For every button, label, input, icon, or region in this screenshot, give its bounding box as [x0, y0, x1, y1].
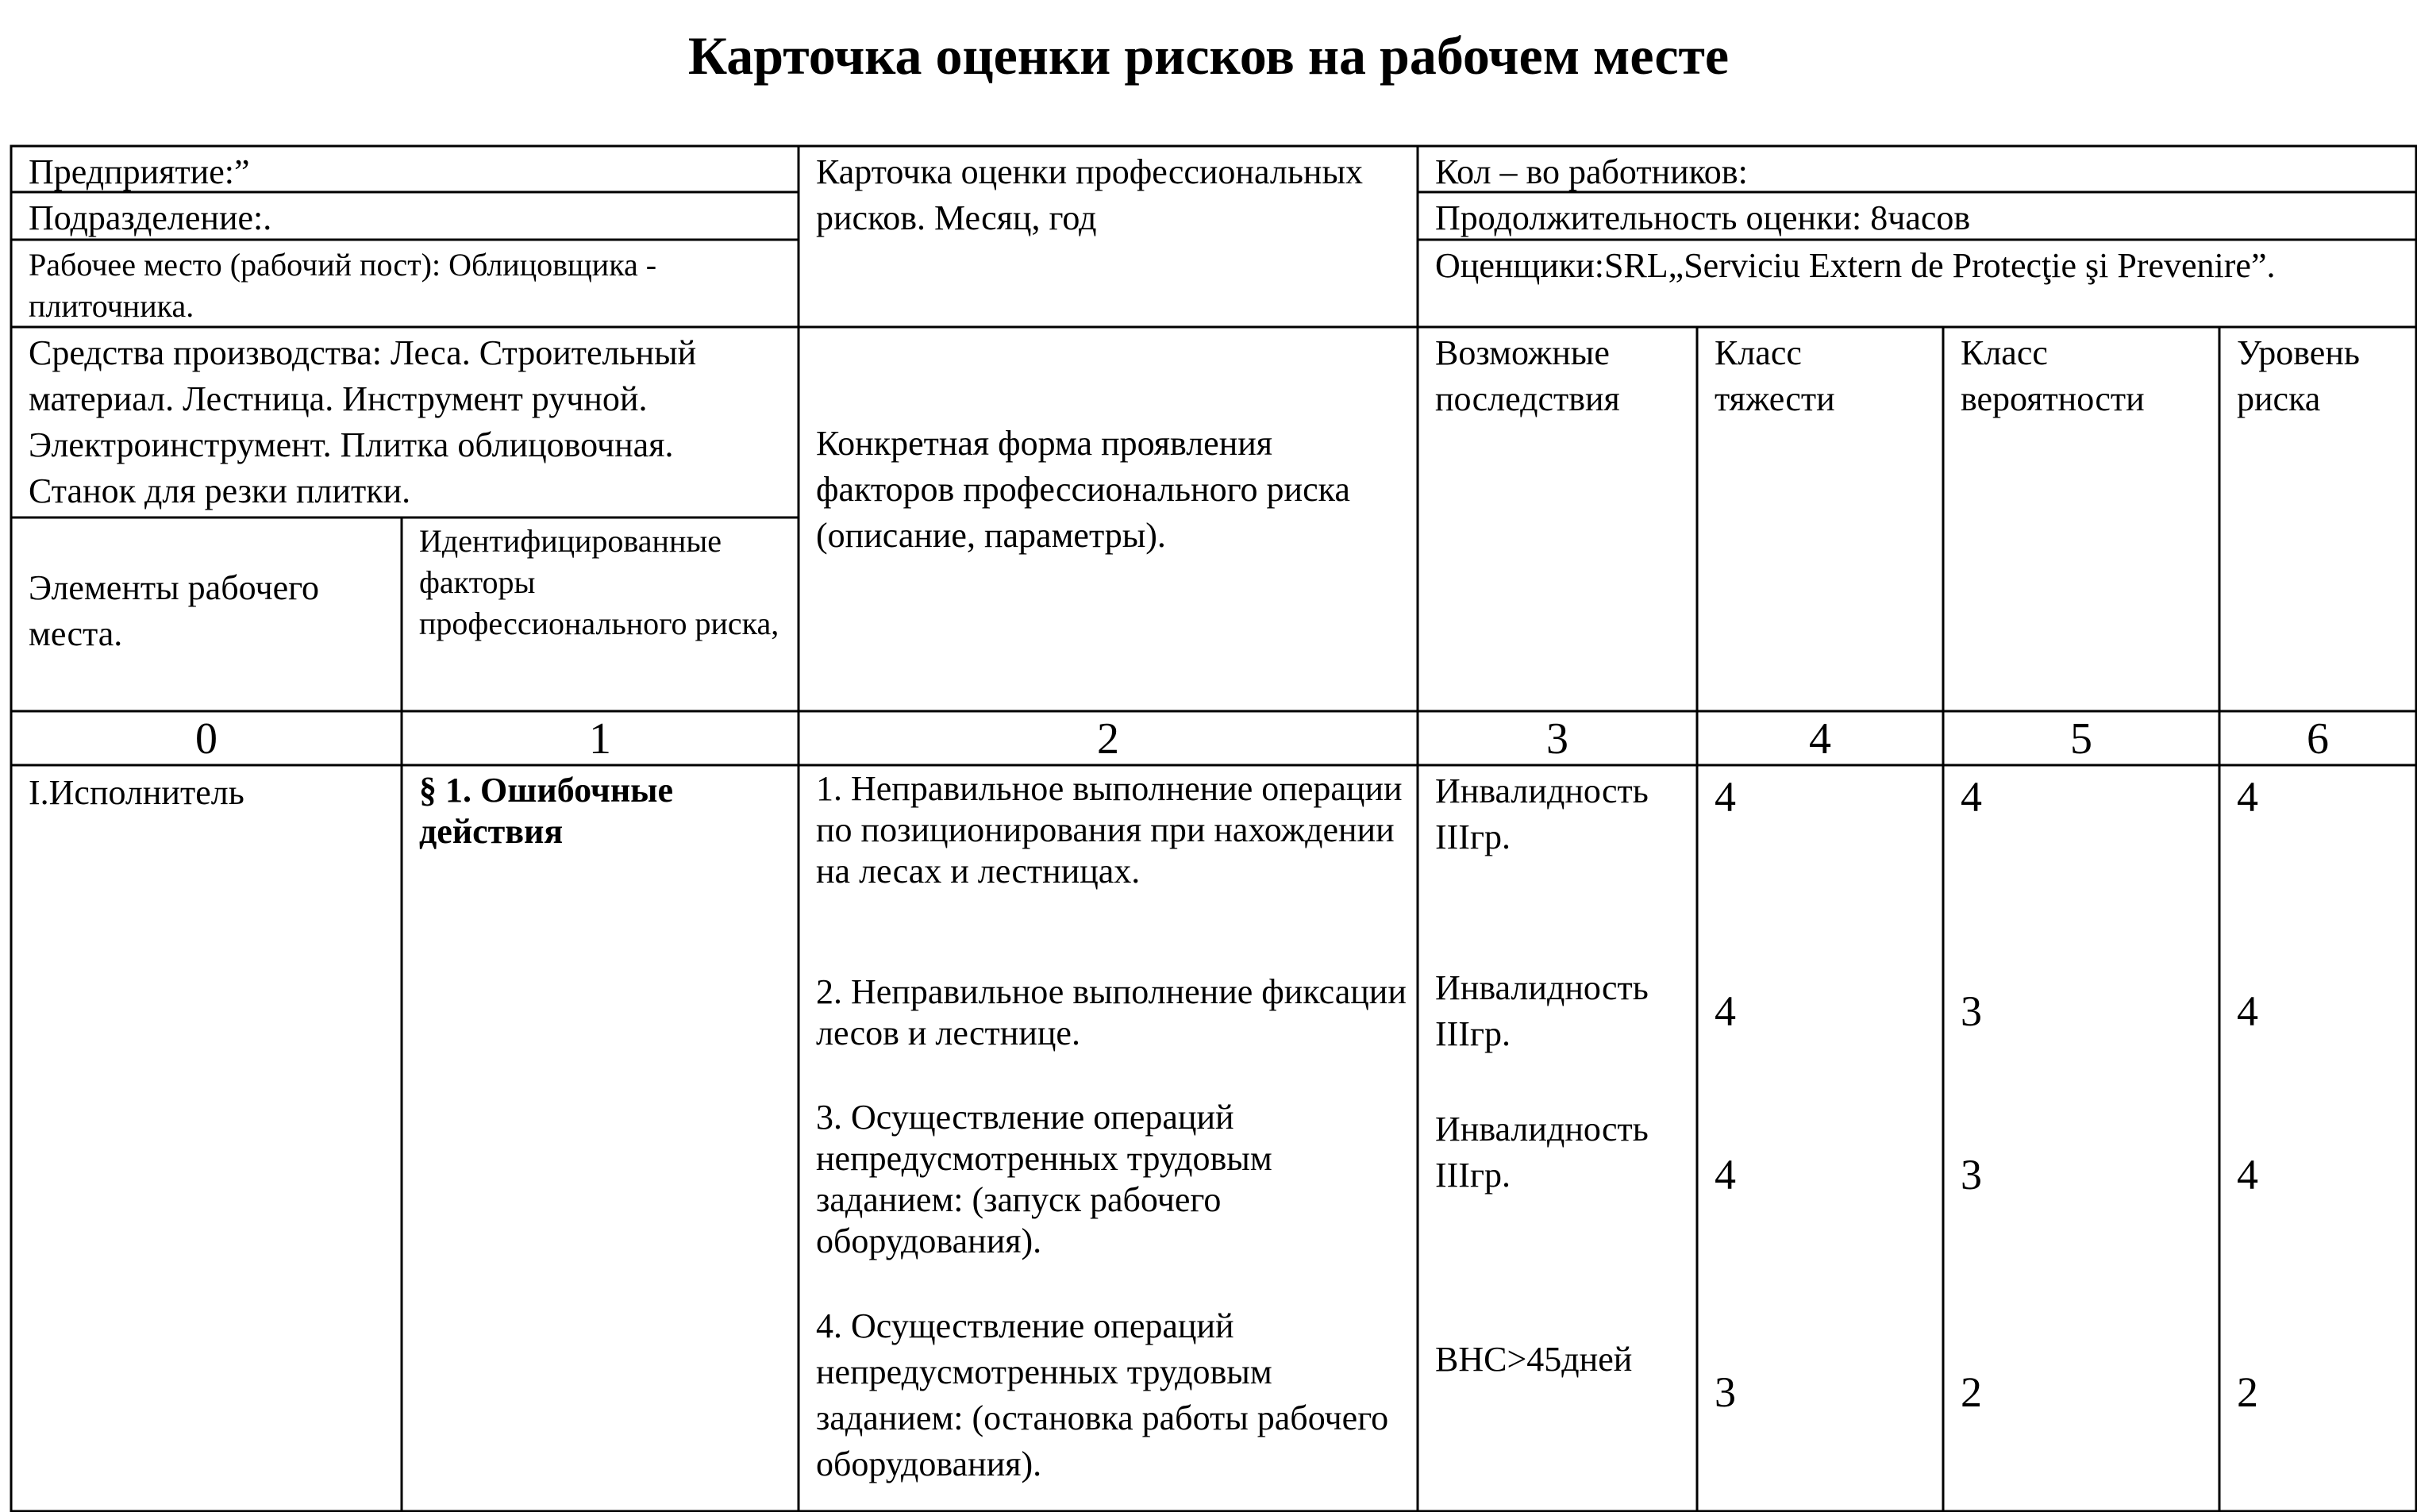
probability-value: 3 — [1961, 1151, 1982, 1198]
col-number: 5 — [2070, 714, 2092, 764]
col-header-risk: Уровень риска — [2237, 333, 2360, 418]
workers-count: Кол – во работников: — [1435, 152, 1748, 191]
consequence-item: Инвалидность IIIгр. — [1435, 771, 1649, 856]
production-means: Средства производства: Леса. Строительный материал. Лестница. Инструмент ручной. Электроинструмент. Плитка облицовочная. Станок для резки плитки. — [29, 333, 697, 510]
col-number: 4 — [1809, 714, 1831, 764]
col-number: 1 — [589, 714, 611, 764]
risk-value: 4 — [2237, 1151, 2258, 1198]
col-header-factors: Идентифицированные факторы профессионального риска, — [419, 523, 779, 641]
page-title: Карточка оценки рисков на рабочем месте — [687, 25, 1730, 86]
element-cell: I.Исполнитель — [29, 773, 244, 812]
probability-value: 2 — [1961, 1368, 1982, 1416]
risk-value: 4 — [2237, 987, 2258, 1035]
col-header-probability: Класс вероятности — [1961, 333, 2145, 418]
workplace-field: Рабочее место (рабочий пост): Облицовщика - плиточника. — [29, 247, 657, 324]
description-item: 4. Осуществление операций непредусмотренных трудовым заданием: (остановка работы рабочего оборудования). — [816, 1306, 1389, 1483]
description-item: 3. Осуществление операций непредусмотренных трудовым заданием: (запуск рабочего оборудования). — [816, 1098, 1272, 1260]
risk-value: 4 — [2237, 773, 2258, 821]
enterprise-field: Предприятие:” — [29, 152, 250, 191]
col-number: 3 — [1546, 714, 1568, 764]
card-title: Карточка оценки профессиональных рисков. Месяц, год — [816, 152, 1364, 237]
consequence-item: Инвалидность IIIгр. — [1435, 1110, 1649, 1195]
col-header-severity: Класс тяжести — [1715, 333, 1835, 418]
probability-value: 3 — [1961, 987, 1982, 1035]
subdivision-field: Подразделение:. — [29, 198, 272, 237]
factor-cell: § 1. Ошибочные действия — [419, 771, 674, 851]
severity-value: 3 — [1715, 1368, 1736, 1416]
col-number: 6 — [2307, 714, 2329, 764]
col-header-elements: Элементы рабочего места. — [29, 568, 320, 653]
col-header-form: Конкретная форма проявления факторов профессионального риска (описание, параметры). — [816, 424, 1350, 555]
severity-value: 4 — [1715, 987, 1736, 1035]
assessors: Оценщики:SRL„Serviciu Extern de Protecţie şi Prevenire”. — [1435, 246, 2276, 285]
description-item: 2. Неправильное выполнение фиксации лесов и лестнице. — [816, 972, 1407, 1052]
probability-value: 4 — [1961, 773, 1982, 821]
description-item: 1. Неправильное выполнение операции по позиционирования при нахождении на лесах и лестницах. — [816, 769, 1403, 891]
description-cell — [799, 767, 1418, 1511]
consequence-item: ВНС>45дней — [1435, 1340, 1633, 1379]
col-number: 0 — [195, 714, 217, 764]
severity-value: 4 — [1715, 773, 1736, 821]
consequence-item: Инвалидность IIIгр. — [1435, 968, 1649, 1053]
col-header-consequences: Возможные последствия — [1435, 333, 1620, 418]
col-number: 2 — [1097, 714, 1119, 764]
risk-value: 2 — [2237, 1368, 2258, 1416]
assessment-duration: Продолжительность оценки: 8часов — [1435, 198, 1971, 237]
consequences-cell — [1418, 767, 1697, 1511]
severity-value: 4 — [1715, 1151, 1736, 1198]
